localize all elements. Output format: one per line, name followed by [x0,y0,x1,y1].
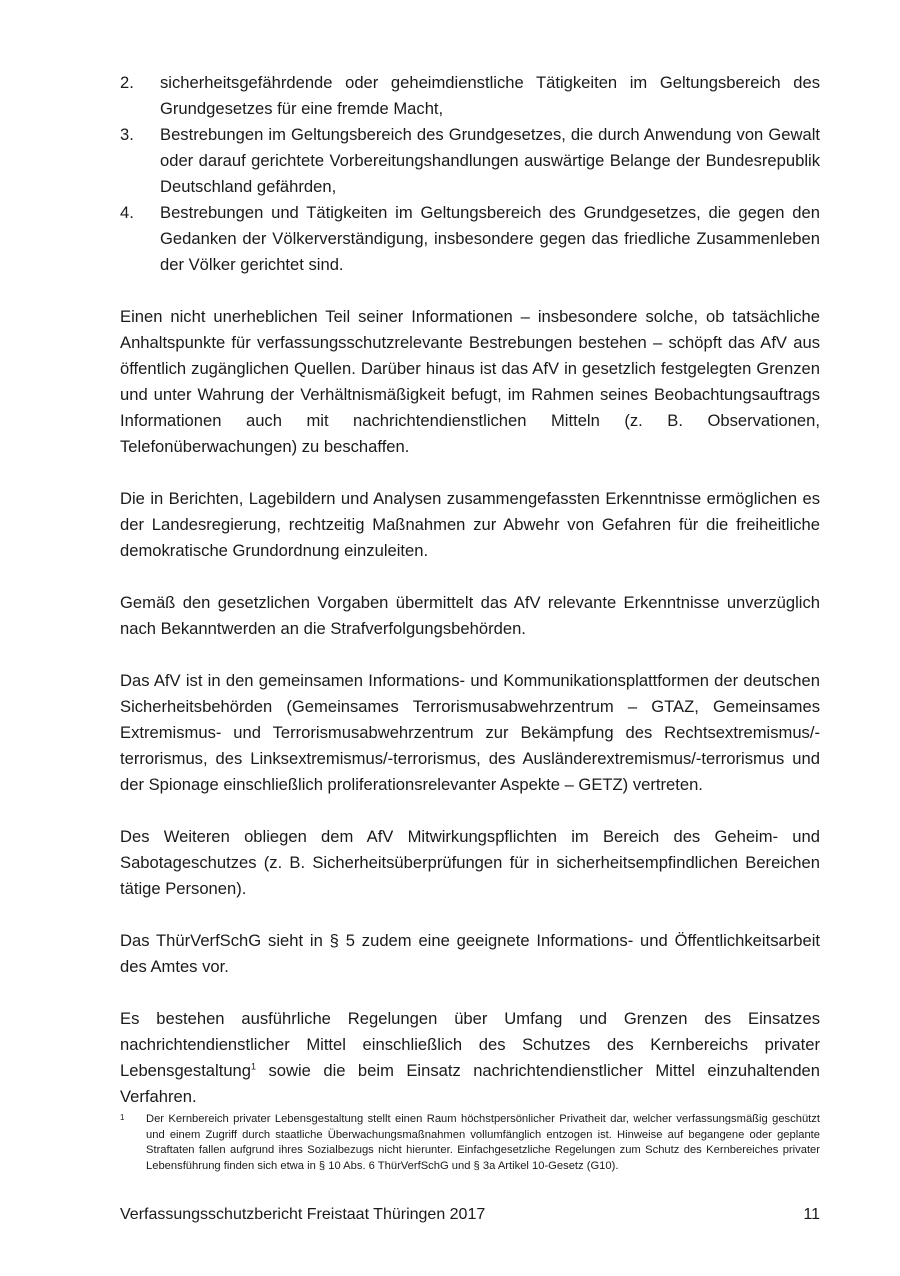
page-number: 11 [803,1206,820,1223]
paragraph-information-sources: Einen nicht unerheblichen Teil seiner Informationen – insbesondere solche, ob tatsächliche Anhaltspunkte für verfassungsschutzrelevante Bestrebungen bestehen – schöpft das AfV aus öffentlich zugänglichen Quellen. Darüber hinaus ist das AfV in gesetzlich festgelegten Grenzen und unter Wahrung der Verhältnismäßigkeit befugt, im Rahmen seines Beobachtungsauftrags Informationen auch mit nachrichtendienstlichen Mitteln (z. B. Observationen, Telefonüberwachungen) zu beschaffen. [120,307,820,456]
paragraph-public-relations: Das ThürVerfSchG sieht in § 5 zudem eine geeignete Informations- und Öffentlichkeitsarbeit des Amtes vor. [120,931,820,976]
list-item-number: 2. [120,73,134,92]
list-item [120,70,820,122]
paragraph-cooperation-duties: Des Weiteren obliegen dem AfV Mitwirkungspflichten im Bereich des Geheim- und Sabotageschutzes (z. B. Sicherheitsüberprüfungen für in sicherheitsempfindlichen Bereichen tätige Personen). [120,827,820,898]
paragraph-findings: Die in Berichten, Lagebildern und Analysen zusammengefassten Erkenntnisse ermöglichen es der Landesregierung, rechtzeitig Maßnahmen zur Abwehr von Gefahren für die freiheitliche demokratische Grundordnung einzuleiten. [120,489,820,560]
page-footer [120,1204,820,1226]
list-item-number: 4. [120,203,134,222]
list-item-text: sicherheitsgefährdende oder geheimdienstliche Tätigkeiten im Geltungsbereich des Grundgesetzes für eine fremde Macht, [160,73,820,118]
list-item [120,200,820,278]
footer-title: Verfassungsschutzbericht Freistaat Thüringen 2017 [120,1206,486,1223]
footnote [120,1112,820,1174]
paragraph-regulations-text-start: Es bestehen ausführliche Regelungen über Umfang und Grenzen des Einsatzes nachrichtendienstlicher Mittel einschließlich des Schutzes des Kernbereichs privater Lebensgestaltung [120,1009,820,1080]
page-content [120,70,820,1110]
footnote-reference: 1 [251,1061,257,1072]
list-item-text: Bestrebungen im Geltungsbereich des Grundgesetzes, die durch Anwendung von Gewalt oder darauf gerichtete Vorbereitungshandlungen auswärtige Belange der Bundesrepublik Deutschland gefährden, [160,125,820,196]
footnote-mark: 1 [120,1113,125,1122]
paragraph-platforms: Das AfV ist in den gemeinsamen Informations- und Kommunikationsplattformen der deutschen Sicherheitsbehörden (Gemeinsames Terrorismusabwehrzentrum – GTAZ, Gemeinsames Extremismus- und Terrorismusabwehrzentrum zur Bekämpfung des Rechtsextremismus/-terrorismus, des Linksextremismus/-terrorismus, des Ausländerextremismus/-terrorismus und der Spionage einschließlich proliferationsrelevanter Aspekte – GETZ) vertreten. [120,671,820,794]
list-item-text: Bestrebungen und Tätigkeiten im Geltungsbereich des Grundgesetzes, die gegen den Gedanken der Völkerverständigung, insbesondere gegen das friedliche Zusammenleben der Völker gerichtet sind. [160,203,820,274]
list-item [120,122,820,200]
paragraph-transmission: Gemäß den gesetzlichen Vorgaben übermittelt das AfV relevante Erkenntnisse unverzüglich nach Bekanntwerden an die Strafverfolgungsbehörden. [120,593,820,638]
list-item-number: 3. [120,125,134,144]
paragraph-regulations-text-end: sowie die beim Einsatz nachrichtendienstlicher Mittel einzuhaltenden Verfahren. [120,1061,820,1106]
numbered-list [120,70,820,278]
footnote-text: Der Kernbereich privater Lebensgestaltung stellt einen Raum höchstpersönlicher Privatheit dar, welcher verfassungsmäßig geschützt und einem Zugriff durch staatliche Überwachungsmaßnahmen vollumfänglich entzogen ist. Hinweise auf begangene oder geplante Straftaten fallen aufgrund ihres Sozialbezugs nicht hierunter. Einfachgesetzliche Regelungen zum Schutz des Kernbereiches privater Lebensführung finden sich etwa in § 10 Abs. 6 ThürVerfSchG und § 3a Artikel 10-Gesetz (G10). [146,1113,820,1172]
paragraph-regulations [120,1006,820,1110]
